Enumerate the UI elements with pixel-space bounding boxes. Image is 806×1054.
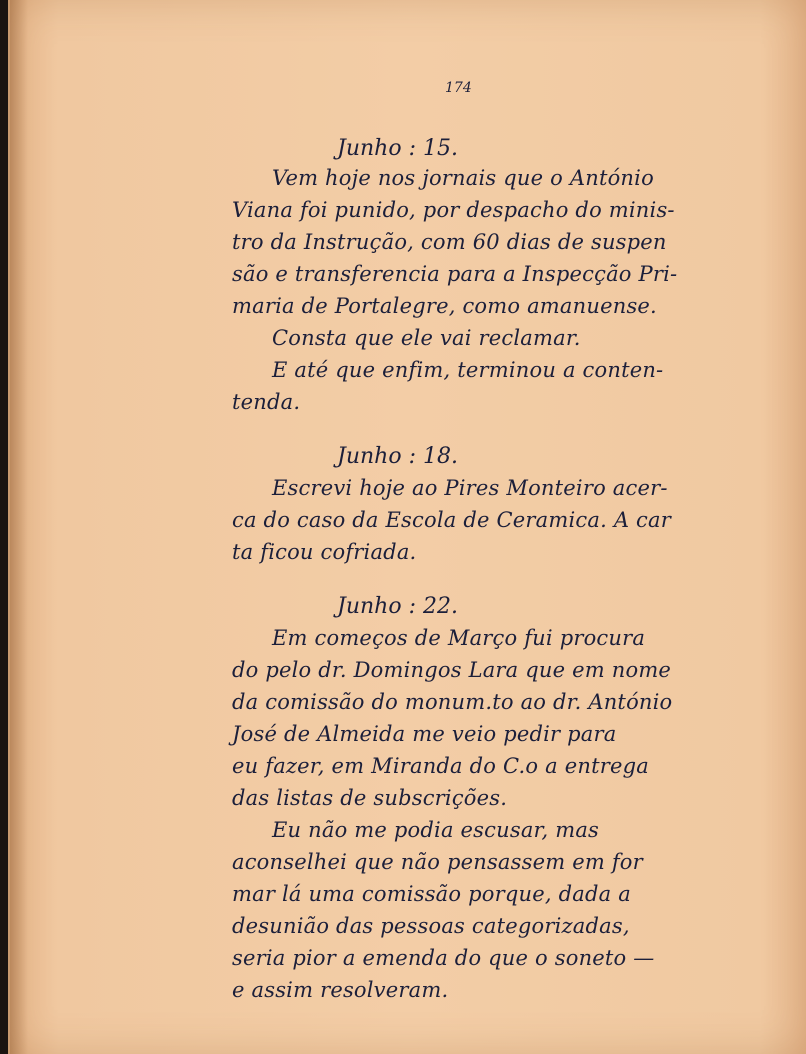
text-line: ca do caso da Escola de Ceramica. A car [232, 508, 671, 532]
text-line: são e transferencia para a Inspecção Pri- [232, 262, 678, 286]
text-line: ta ficou cofriada. [232, 540, 417, 564]
text-line: Viana foi punido, por despacho do minis- [232, 198, 675, 222]
text-line: Em começos de Março fui procura [272, 626, 646, 650]
text-line: tro da Instrução, com 60 dias de suspen [232, 230, 667, 254]
text-line: eu fazer, em Miranda do C.o a entrega [232, 754, 649, 778]
text-line: Eu não me podia escusar, mas [272, 818, 600, 842]
text-line: e assim resolveram. [232, 978, 449, 1002]
text-line: Vem hoje nos jornais que o António [272, 166, 654, 190]
page-number: 174 [445, 80, 472, 96]
text-line: seria pior a emenda do que o soneto — [232, 946, 655, 970]
text-line: E até que enfim, terminou a conten- [272, 358, 664, 382]
text-line: Consta que ele vai reclamar. [272, 326, 581, 350]
text-line: do pelo dr. Domingos Lara que em nome [232, 658, 672, 682]
entry-date: Junho : 18. [337, 444, 458, 469]
text-line: maria de Portalegre, como amanuense. [232, 294, 657, 318]
text-line: Escrevi hoje ao Pires Monteiro acer- [272, 476, 668, 500]
text-line: desunião das pessoas categorizadas, [232, 914, 630, 938]
entry-date: Junho : 22. [337, 594, 458, 619]
text-line: tenda. [232, 390, 301, 414]
diary-page [8, 0, 806, 1054]
text-line: aconselhei que não pensassem em for [232, 850, 643, 874]
text-line: da comissão do monum.to ao dr. António [232, 690, 673, 714]
entry-date: Junho : 15. [337, 136, 458, 161]
text-line: das listas de subscrições. [232, 786, 508, 810]
binding-shadow [10, 0, 28, 1054]
text-line: mar lá uma comissão porque, dada a [232, 882, 631, 906]
text-line: José de Almeida me veio pedir para [232, 722, 617, 746]
